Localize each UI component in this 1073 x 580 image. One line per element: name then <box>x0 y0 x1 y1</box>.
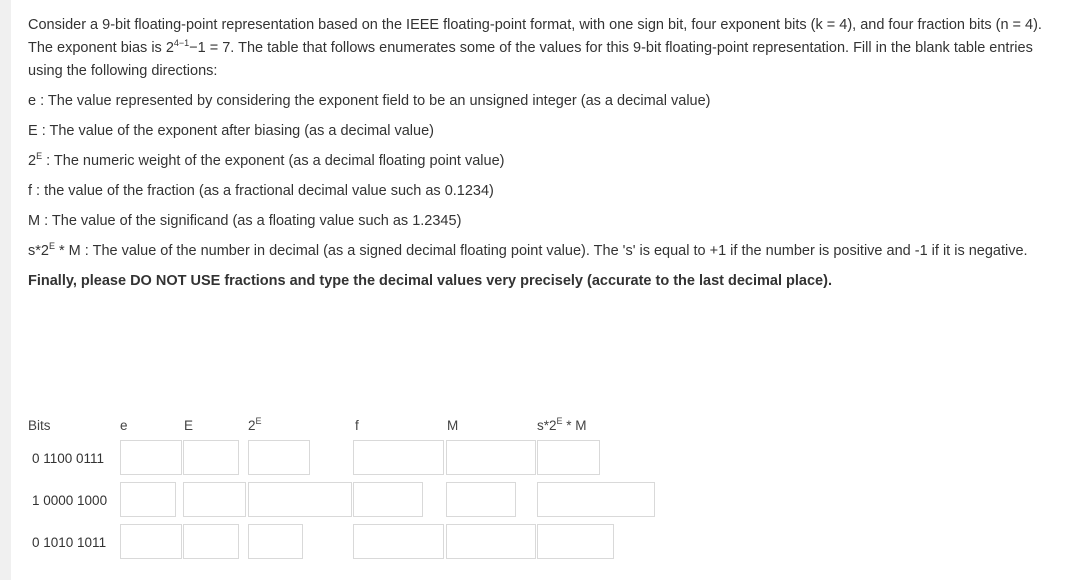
direction-key-tail: * M <box>54 243 81 259</box>
two-pow-E-input[interactable] <box>248 482 352 517</box>
row-bits-label: 0 1100 0111 <box>32 451 105 466</box>
direction-text: : The value of the exponent after biasing (as a decimal value) <box>37 123 434 139</box>
question-intro <box>28 14 1058 83</box>
two-pow-E-input[interactable] <box>248 524 303 559</box>
M-input[interactable] <box>446 524 536 559</box>
E-input[interactable] <box>183 482 246 517</box>
header-e: e <box>120 418 128 433</box>
header-f: f <box>355 418 359 433</box>
header-bits: Bits <box>28 418 51 433</box>
direction-text: : The value of the number in decimal (as a signed decimal floating point value). The 's' is equal to +1 if the number is positive and -1 if it is negative. <box>80 243 1028 259</box>
header-2E-base: 2 <box>248 418 256 433</box>
direction-key-sup: E <box>48 241 55 251</box>
header-value-base: s*2 <box>537 418 557 433</box>
answer-table <box>28 414 1068 574</box>
e-input[interactable] <box>120 524 182 559</box>
direction-text: : The value of the significand (as a floating value such as 1.2345) <box>40 213 462 229</box>
direction-key: f <box>28 183 33 199</box>
two-pow-E-input[interactable] <box>248 440 310 475</box>
header-2E <box>248 418 262 433</box>
direction-M <box>28 210 1058 233</box>
direction-text: : The value represented by considering the exponent field to be an unsigned integer (as a decimal value) <box>36 93 711 109</box>
direction-text: : The numeric weight of the exponent (as a decimal floating point value) <box>42 153 505 169</box>
direction-e <box>28 90 1058 113</box>
intro-text-2: −1 = 7. The table that follows enumerates some of the values for this 9-bit floating-point representation. Fill in the blank table entries using the following directions: <box>28 40 1033 79</box>
direction-key: s*2 <box>28 243 49 259</box>
header-value-sup: E <box>556 416 563 426</box>
direction-key: M <box>28 213 41 229</box>
direction-key: 2 <box>28 153 37 169</box>
E-input[interactable] <box>183 524 239 559</box>
row-bits-label: 1 0000 1000 <box>32 493 108 508</box>
direction-f <box>28 180 1058 203</box>
e-input[interactable] <box>120 482 176 517</box>
f-input[interactable] <box>353 440 444 475</box>
header-M: M <box>447 418 459 433</box>
intro-text-1: Consider a 9-bit floating-point representation based on the IEEE floating-point format, with one sign bit, four exponent bits (k = 4), and four fraction bits (n = 4). The exponent bias is 2 <box>28 17 1042 56</box>
value-input[interactable] <box>537 482 655 517</box>
value-input[interactable] <box>537 524 614 559</box>
direction-text: : the value of the fraction (as a fractional decimal value such as 0.1234) <box>32 183 494 199</box>
M-input[interactable] <box>446 440 536 475</box>
direction-key-sup: E <box>36 151 43 161</box>
header-value <box>537 418 587 433</box>
direction-value <box>28 240 1058 263</box>
direction-E <box>28 120 1058 143</box>
row-bits-label: 0 1010 1011 <box>32 535 107 550</box>
header-2E-sup: E <box>255 416 262 426</box>
header-E: E <box>184 418 194 433</box>
left-gutter <box>0 0 11 580</box>
direction-key: E <box>28 123 38 139</box>
f-input[interactable] <box>353 524 444 559</box>
f-input[interactable] <box>353 482 423 517</box>
M-input[interactable] <box>446 482 516 517</box>
final-note: Finally, please DO NOT USE fractions and type the decimal values very precisely (accurate to the last decimal place). <box>28 273 832 289</box>
bias-exponent: 4−1 <box>173 38 190 48</box>
value-input[interactable] <box>537 440 600 475</box>
e-input[interactable] <box>120 440 182 475</box>
direction-2E <box>28 150 1058 173</box>
question-text <box>28 14 1058 293</box>
E-input[interactable] <box>183 440 239 475</box>
header-value-tail: * M <box>562 418 587 433</box>
direction-key: e <box>28 93 37 109</box>
